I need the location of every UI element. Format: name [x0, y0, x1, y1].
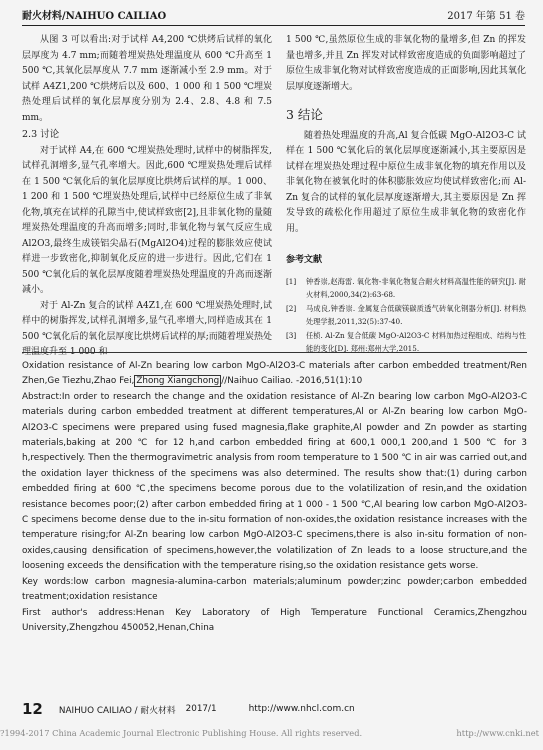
cnki-link[interactable]: http://www.cnki.net — [456, 728, 539, 738]
author-address: First author's address:Henan Key Laboratory of High Temperature Functional Ceramics,Zhengzhou University,Zhengzhou 450052,Henan,China — [22, 607, 527, 633]
reference-text: 钟香崇,赵海雷. 氧化物-非氧化物复合耐火材料高温性能的研究[J]. 耐火材料,2000,34(2):63-68. — [306, 276, 526, 299]
section-heading-conclusion: 3 结论 — [286, 107, 323, 122]
reference-number: [2] — [286, 303, 297, 313]
copyright-text: ?1994-2017 China Academic Journal Electronic Publishing House. All rights reserved. — [0, 728, 363, 738]
reference-item — [286, 275, 526, 302]
reference-item — [286, 302, 526, 329]
english-abstract-block — [22, 352, 527, 636]
highlighted-author: Zhong Xiangchong — [136, 376, 220, 387]
subsection-heading: 2.3 讨论 — [22, 129, 60, 140]
journal-name: 耐火材料/NAIHUO CAILIAO — [22, 11, 167, 22]
left-column — [22, 33, 272, 361]
reference-text: 任桢. Al-Zn 复合低碳 MgO-Al2O3-C 材料加热过程组成、结构与性能的变化[D]. 郑州:郑州大学,2015. — [306, 330, 526, 353]
reference-number: [3] — [286, 330, 297, 340]
footer-journal: NAIHUO CAILIAO / 耐火材料 — [58, 705, 176, 716]
page-header — [22, 8, 525, 26]
page-number: 12 — [22, 700, 43, 718]
footer-url[interactable]: http://www.nhcl.com.cn — [248, 704, 355, 714]
copyright-line — [0, 728, 539, 738]
references-heading: 参考文献 — [286, 255, 323, 265]
paragraph-discussion-a4: 对于试样 A4,在 600 ℃埋炭热处理时,试样中的树脂挥发,试样孔洞增多,显气孔率增大。因此,600 ℃埋炭热处理后试样在 1 500 ℃氧化后的氧化层厚度比烘烤后试样的厚。1 000、1 200 和 1 500 ℃埋炭热处理后,试样中已经原位生成了非氧化物,填充在试样的孔隙当中,使试样致密[2],且非氧化物的量随埋炭热处理温度的升高而增多;同时,非氧化物与氧气反应生成 Al2O3,最终生成镁铝尖晶石(MgAl2O4)过程的膨胀效应使试样进一步致密化,抑制氧化反应的进一步进行。因此,它们在 1 500 ℃氧化后的氧化层厚度随着埋炭热处理温度的升高而逐渐减小。 — [22, 145, 272, 295]
issue-info: 2017 年第 51 卷 — [447, 11, 525, 22]
paragraph-continued: 1 500 ℃,虽然原位生成的非氧化物的量增多,但 Zn 的挥发量也增多,并且 Zn 挥发对试样致密度造成的负面影响超过了原位生成非氧化物对试样致密度造成的正面影响,因此其氧化层厚度逐渐增大。 — [286, 35, 526, 92]
right-column — [286, 33, 526, 356]
page-footer — [22, 700, 527, 718]
paragraph-conclusion: 随着热处理温度的升高,Al 复合低碳 MgO-Al2O3-C 试样在 1 500 ℃氧化后的氧化层厚度逐渐减小,其主要原因是试样在埋炭热处理过程中原位生成非氧化物的填充作用以及非氧化物在被氧化时的体积膨胀效应均使试样致密化;而 Al-Zn 复合的试样的氧化层厚度逐渐增大,其主要原因是 Zn 挥发导致的疏松化作用超过了原位生成非氧化物的致密化作用。 — [286, 130, 526, 234]
footer-issue: 2017/1 — [185, 704, 217, 714]
reference-text: 马成良,钟香崇. 金属复合低碳镁碳质透气砖氧化钢器分析[J]. 材料热处理学报,2011,32(5):37-40. — [306, 303, 526, 326]
citation-info: //Naihuo Cailiao. -2016,51(1):10 — [221, 376, 363, 387]
english-title: Oxidation resistance of Al-Zn bearing low carbon MgO-Al2O3-C materials after carbon embedded treatment/Ren Zhen,Ge Tiezhu,Zhao Fei, — [22, 361, 527, 387]
english-abstract: Abstract:In order to research the change and the oxidation resistance of Al-Zn bearing low carbon MgO-Al2O3-C materials during carbon embedded treatment at different temperatures,Al or Al-Zn bearing low carbon MgO-Al2O3-C specimens were prepared using fused magnesia,flake graphite,Al powder and Zn powder as starting materials,baking at 200 ℃ for 12 h,and carbon embedded firing at 600,1 000,1 200,and 1 500 ℃ for 3 h,respectively. Then the thermogravimetric analysis from room temperature to 1 500 ℃ in air was carried out,and the oxidation layer thickness of the specimens was also determined. The results show that:(1) during carbon embedded firing at 600 ℃,the specimens become porous due to the volatilization of resin,and the oxidation resistance becomes poor;(2) after carbon embedded firing at 1 000 - 1 500 ℃,Al bearing low carbon MgO-Al2O3-C specimens become dense due to the in-situ formation of non-oxides,the oxidation resistance increases with the temperature rising;for Al-Zn bearing low carbon MgO-Al2O3-C specimens,there is also in-situ formation of non-oxides,causing densification of specimens,however,the volatilization of Zn leads to a loose structure,and the loosening exceeds the densification with the temperature rising,so the oxidation resistance gets worse. — [22, 391, 527, 572]
english-keywords: Key words:low carbon magnesia-alumina-carbon materials;aluminum powder;zinc powder;carbon embedded treatment;oxidation resistance — [22, 576, 527, 603]
reference-number: [1] — [286, 276, 297, 286]
paragraph-discussion-a4z1: 对于 Al-Zn 复合的试样 A4Z1,在 600 ℃埋炭热处理时,试样中的树脂挥发,试样孔洞增多,显气孔率增大,同样造成其在 1 500 ℃氧化后的氧化层厚度比烘烤后试样的厚;而随着埋炭热处理温度升至 1 000 和 — [22, 300, 272, 357]
english-title-citation — [22, 359, 527, 390]
paragraph-results: 从图 3 可以看出:对于试样 A4,200 ℃烘烤后试样的氧化层厚度为 4.7 mm;而随着埋炭热处理温度从 600 ℃升高至 1 500 ℃,其氧化层厚度从 7.7 mm 逐渐减小至 2.9 mm。对于试样 A4Z1,200 ℃烘烤后以及 600、1 000 和 1 500 ℃埋炭热处理后试样的氧化层厚度分别为 2.4、2.8、4.8 和 7.5 mm。 — [22, 35, 272, 123]
